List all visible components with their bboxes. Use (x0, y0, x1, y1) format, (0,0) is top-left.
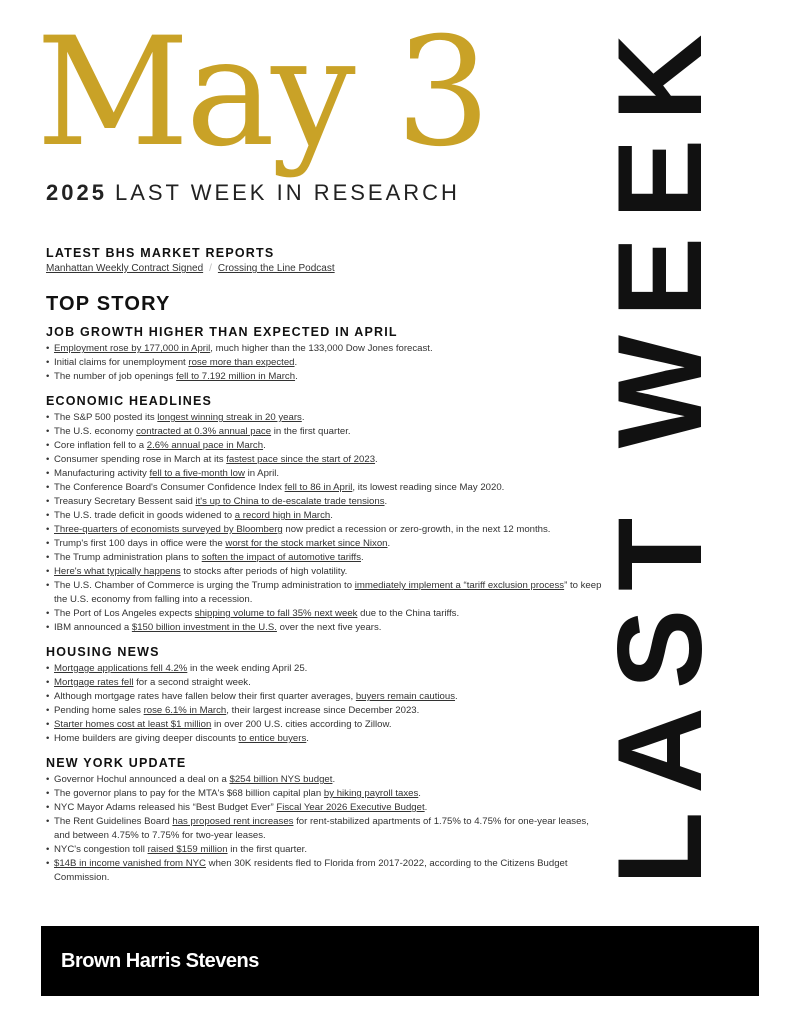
news-item (46, 843, 606, 857)
news-text: NYC's congestion toll (54, 844, 148, 855)
subtitle-text: LAST WEEK IN RESEARCH (114, 180, 460, 205)
news-item (46, 579, 606, 607)
content-column (46, 246, 606, 885)
news-item (46, 495, 606, 509)
news-text: over the next five years. (276, 622, 382, 633)
news-text: The U.S. economy (54, 426, 137, 437)
news-text: , their largest increase since December 2023. (226, 705, 420, 716)
news-link[interactable]: a record high in March (234, 510, 331, 521)
news-list (46, 411, 606, 635)
news-item (46, 801, 606, 815)
news-text: . (361, 552, 364, 563)
news-text: . (375, 454, 378, 465)
news-text: for rent-stabilized apartments of 1.75% to 4.75% for one-year leases, and between 4.75% to 7.75% for two-year leases. (54, 816, 589, 841)
section-heading: NEW YORK UPDATE (46, 756, 187, 770)
news-link[interactable]: fell to a five-month low (149, 468, 245, 479)
news-link[interactable]: rose more than expected (188, 357, 295, 368)
news-item (46, 732, 606, 746)
news-item (46, 342, 606, 356)
section-heading: HOUSING NEWS (46, 645, 160, 659)
news-text: The governor plans to pay for the MTA's $68 billion capital plan (54, 788, 324, 799)
news-text: NYC Mayor Adams released his “Best Budget Ever” (54, 802, 277, 813)
market-reports-links (46, 262, 606, 276)
news-link[interactable]: Employment rose by 177,000 in April (54, 343, 211, 354)
date-month: May (36, 6, 352, 180)
vertical-title: LAST WEEK (593, 16, 727, 885)
news-link[interactable]: has proposed rent increases (172, 816, 294, 827)
news-list (46, 662, 606, 746)
brand-logo[interactable]: Brown Harris Stevens (61, 949, 259, 972)
news-link[interactable]: raised $159 million (147, 844, 228, 855)
news-text: Core inflation fell to a (54, 440, 147, 451)
news-item (46, 356, 606, 370)
news-list (46, 342, 606, 384)
news-text: The U.S. trade deficit in goods widened to (54, 510, 235, 521)
news-text: , much higher than the 133,000 Dow Jones forecast. (210, 343, 433, 354)
news-text: IBM announced a (54, 622, 132, 633)
news-item (46, 815, 606, 843)
news-text: in the week ending April 25. (187, 663, 308, 674)
footer-bar (41, 926, 759, 996)
news-text: in April. (244, 468, 280, 479)
news-text: in the first quarter. (271, 426, 351, 437)
market-reports-heading: LATEST BHS MARKET REPORTS (46, 246, 275, 260)
top-story-title: TOP STORY (46, 293, 171, 315)
news-item (46, 523, 606, 537)
news-link[interactable]: soften the impact of automotive tariffs (201, 552, 361, 563)
news-text: for a second straight week. (133, 677, 251, 688)
news-section (46, 394, 606, 635)
news-link[interactable]: 2.6% annual pace in March (146, 440, 264, 451)
news-text: Governor Hochul announced a deal on a (54, 774, 230, 785)
news-text: . (330, 510, 333, 521)
news-link[interactable]: Three-quarters of economists surveyed by Bloomberg (54, 524, 283, 535)
news-section (46, 645, 606, 746)
news-link[interactable]: shipping volume to fall 35% next week (194, 608, 358, 619)
news-text: Home builders are giving deeper discounts (54, 733, 239, 744)
news-text: The U.S. Chamber of Commerce is urging the Trump administration to (54, 580, 355, 591)
news-text: . (294, 357, 298, 368)
news-text: Consumer spending rose in March at its (54, 454, 227, 465)
news-text: now predict a recession or zero-growth, in the next 12 months. (282, 524, 551, 535)
news-link[interactable]: Mortgage rates fell (54, 677, 134, 688)
news-text: The Conference Board's Consumer Confidence Index (54, 482, 285, 493)
news-section (46, 756, 606, 885)
news-link[interactable]: it's up to China to de-escalate trade tensions (195, 496, 385, 507)
news-item (46, 481, 606, 495)
news-link[interactable]: to entice buyers (238, 733, 307, 744)
news-text: The Port of Los Angeles expects (54, 608, 195, 619)
date-title (36, 6, 487, 180)
news-item (46, 467, 606, 481)
news-text: Manufacturing activity (54, 468, 150, 479)
news-item (46, 607, 606, 621)
news-item (46, 704, 606, 718)
news-item (46, 370, 606, 384)
news-text: . (306, 733, 309, 744)
news-link[interactable]: contracted at 0.3% annual pace (136, 426, 272, 437)
news-text: Initial claims for unemployment (54, 357, 189, 368)
news-item (46, 439, 606, 453)
news-link[interactable]: $14B in income vanished from NYC (54, 858, 206, 869)
news-text: due to the China tariffs. (357, 608, 460, 619)
news-text: . (424, 802, 428, 813)
news-item (46, 718, 606, 732)
news-link[interactable]: immediately implement a “tariff exclusion process (354, 580, 565, 591)
link-separator: / (209, 263, 212, 274)
news-item (46, 676, 606, 690)
news-text: The Rent Guidelines Board (54, 816, 173, 827)
news-text: to stocks after periods of high volatility. (180, 566, 348, 577)
news-item (46, 857, 606, 885)
news-link[interactable]: fastest pace since the start of 2023 (226, 454, 376, 465)
news-link[interactable]: worst for the stock market since Nixon (225, 538, 388, 549)
news-text: The number of job openings (54, 371, 177, 382)
news-text: when 30K residents fled to Florida from 2017-2022, according to the Citizens Budget Commission. (54, 858, 568, 883)
subtitle-year: 2025 (46, 180, 107, 205)
news-link[interactable]: Fiscal Year 2026 Executive Budget (276, 802, 425, 813)
market-report-link[interactable]: Manhattan Weekly Contract Signed (46, 263, 204, 274)
news-item (46, 411, 606, 425)
news-item (46, 509, 606, 523)
news-text: The Trump administration plans to (54, 552, 202, 563)
news-link[interactable]: Mortgage applications fell 4.2% (54, 663, 188, 674)
news-link[interactable]: $254 billion NYS budget (229, 774, 333, 785)
news-item (46, 551, 606, 565)
news-text: Trump's first 100 days in office were the (54, 538, 226, 549)
news-item (46, 773, 606, 787)
news-link[interactable]: Starter homes cost at least $1 million (54, 719, 212, 730)
section-heading: ECONOMIC HEADLINES (46, 394, 213, 408)
news-text: Although mortgage rates have fallen below their first quarter averages, (54, 691, 356, 702)
news-item (46, 621, 606, 635)
news-text: Treasury Secretary Bessent said (54, 496, 196, 507)
date-day: 3 (395, 6, 487, 180)
news-link[interactable]: $150 billion investment in the U.S. (131, 622, 277, 633)
news-text: . (295, 371, 298, 382)
news-item (46, 690, 606, 704)
news-text: in the first quarter. (227, 844, 308, 855)
news-text: . (263, 440, 266, 451)
news-item (46, 537, 606, 551)
news-list (46, 773, 606, 885)
news-text: , its lowest reading since May 2020. (352, 482, 505, 493)
market-report-link[interactable]: Crossing the Line Podcast (217, 263, 335, 274)
news-section (46, 325, 606, 384)
news-item (46, 787, 606, 801)
news-text: in over 200 U.S. cities according to Zillow. (211, 719, 392, 730)
section-heading: JOB GROWTH HIGHER THAN EXPECTED IN APRIL (46, 325, 398, 339)
news-text: . (384, 496, 388, 507)
news-text: . (418, 788, 421, 799)
news-link[interactable]: rose 6.1% in March (143, 705, 227, 716)
news-text: Pending home sales (54, 705, 144, 716)
news-text: . (387, 538, 391, 549)
news-item (46, 453, 606, 467)
news-link[interactable]: Here's what typically happens (54, 566, 181, 577)
news-link[interactable]: fell to 7.192 million in March (176, 371, 296, 382)
news-text: The S&P 500 posted its (54, 412, 158, 423)
news-text: ” to keep the U.S. economy from falling into a recession. (54, 580, 602, 605)
news-item (46, 662, 606, 676)
news-link[interactable]: longest winning streak in 20 years (157, 412, 302, 423)
news-link[interactable]: fell to 86 in April (284, 482, 353, 493)
news-sections (46, 325, 606, 885)
news-link[interactable]: by hiking payroll taxes (323, 788, 419, 799)
news-item (46, 425, 606, 439)
news-text: . (301, 412, 305, 423)
news-text: . (455, 691, 458, 702)
subtitle (46, 180, 460, 206)
news-link[interactable]: buyers remain cautious (355, 691, 456, 702)
news-item (46, 565, 606, 579)
news-text: . (332, 774, 336, 785)
